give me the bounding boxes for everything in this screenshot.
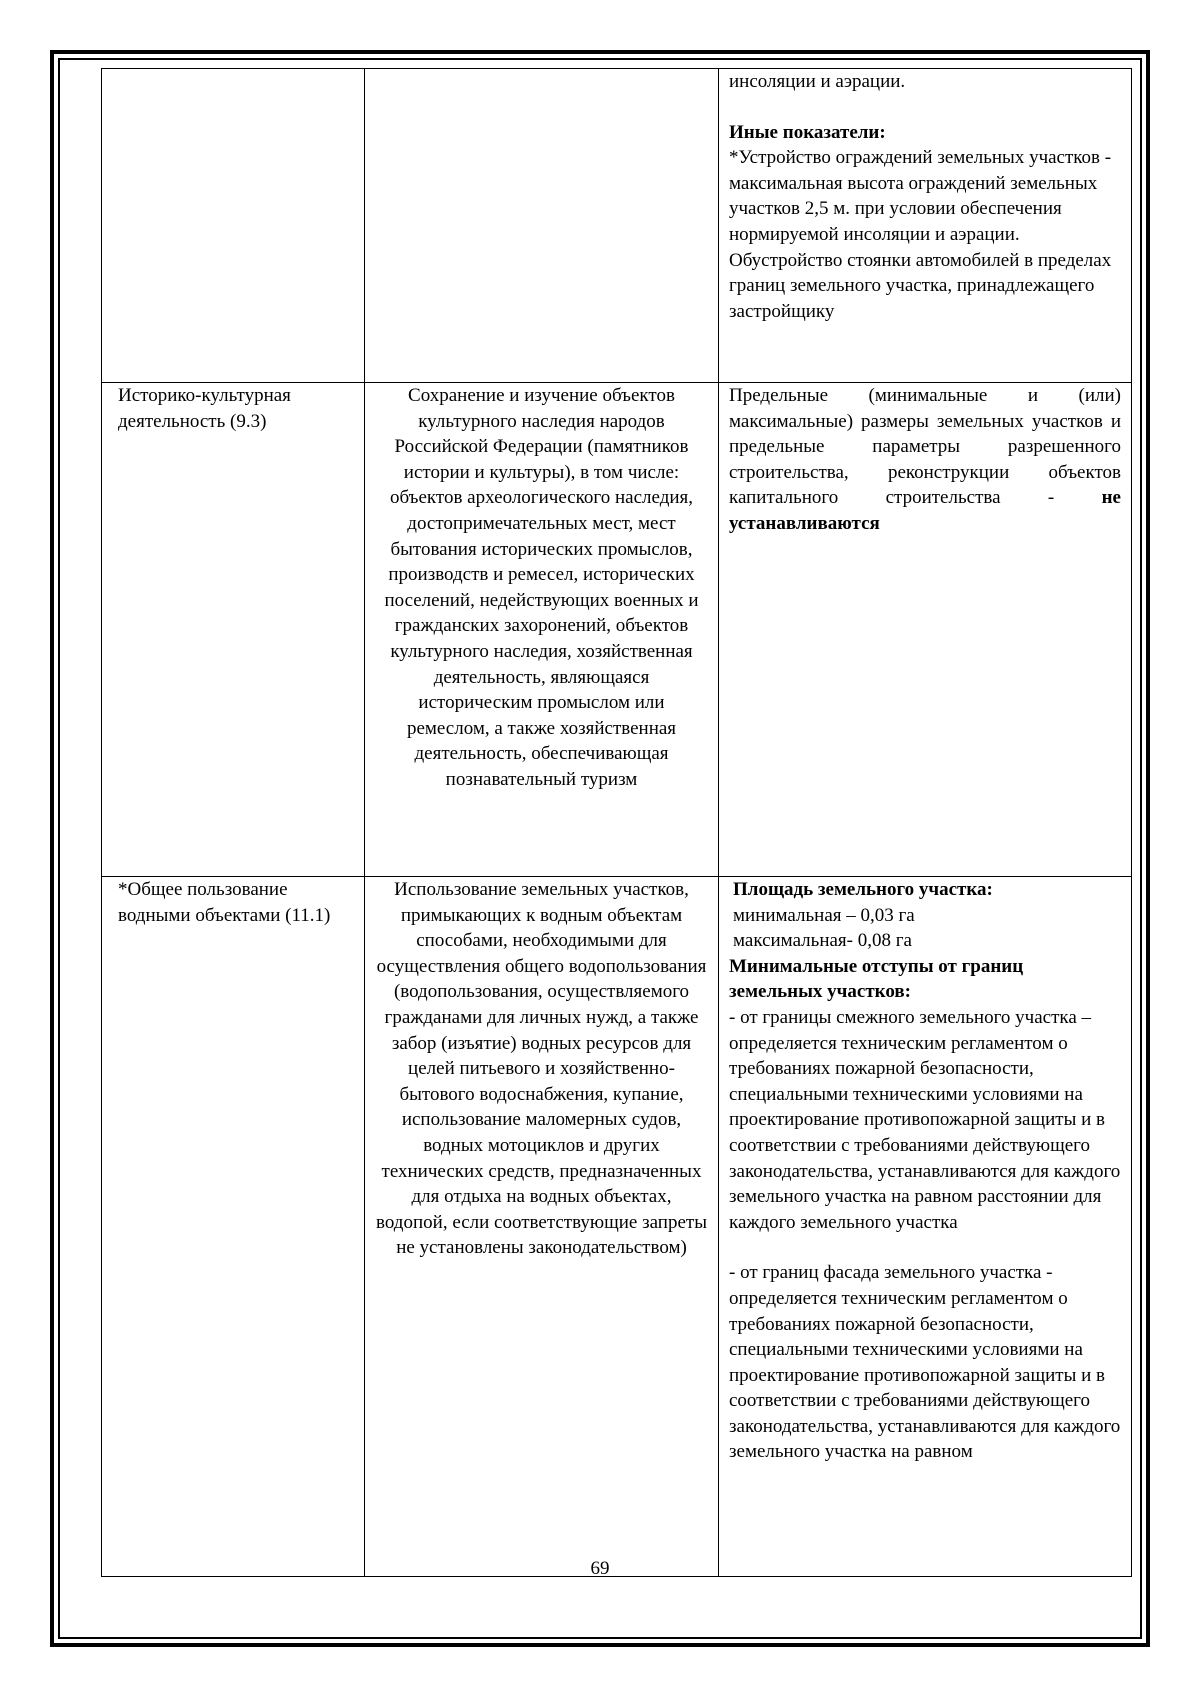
table-cell-use-type <box>102 69 365 383</box>
table-cell-parameters <box>719 877 1132 1577</box>
table-cell-description <box>365 69 719 383</box>
table-cell-description <box>365 877 719 1577</box>
table-cell-description <box>365 383 719 877</box>
spacer <box>729 95 1121 120</box>
section-heading: Иные показатели: <box>729 121 886 143</box>
parameters-text: Предельные (минимальные и (или) максимальные) размеры земельных участков и предельные параметры разрешенного строительства, реконструкции объектов капитального строительства - <box>729 385 1121 509</box>
table-row <box>102 877 1132 1577</box>
section-heading: Минимальные отступы от границ земельных участков: <box>729 955 1024 1003</box>
section-heading: Площадь земельного участка: <box>733 879 993 900</box>
table-cell-use-type <box>102 877 365 1577</box>
use-description: Использование земельных участков, примыкающих к водным объектам способами, необходимыми для осуществления общего водопользования (водопользования, осуществляемого гражданами для личных нужд, а также забор (изъятие) водных ресурсов для целей питьевого и хозяйственно-бытового водоснабжения, купание, использование маломерных судов, водных мотоциклов и других технических средств, предназначенных для отдыха на водных объектах, водопой, если соответствующие запреты не установлены законодательством) <box>376 879 707 1259</box>
cell-text: минимальная – 0,03 га <box>733 904 915 926</box>
table-row <box>102 383 1132 877</box>
table-cell-parameters <box>719 383 1132 877</box>
cell-text: инсоляции и аэрации. <box>729 71 906 92</box>
cell-text: максимальная- 0,08 га <box>733 930 912 952</box>
table-row <box>102 69 1132 383</box>
parameters-bold: не устанавливаются <box>729 487 1121 534</box>
cell-text <box>729 383 1121 537</box>
zoning-table <box>101 68 1132 1577</box>
table-cell-use-type <box>102 383 365 877</box>
cell-text: - от границ фасада земельного участка - определяется техническим регламентом о требованиях пожарной безопасности, специальными техническими условиями на проектирование противопожарной защиты и в соответствии с требованиями действующего законодательства, устанавливаются для каждого земельного участка на равном <box>729 1262 1121 1463</box>
use-type-label: Историко-культурная деятельность (9.3) <box>118 385 291 432</box>
table-cell-parameters <box>719 69 1132 383</box>
cell-text: - от границы смежного земельного участка – определяется техническим регламентом о требованиях пожарной безопасности, специальными техническими условиями на проектирование противопожарной защиты и в соответствии с требованиями действующего законодательства, устанавливаются для каждого земельного участка на равном расстоянии для каждого земельного участка <box>729 1006 1121 1233</box>
spacer <box>729 1235 1121 1260</box>
cell-text: *Устройство ограждений земельных участков - максимальная высота ограждений земельных участков 2,5 м. при условии обеспечения нормируемой инсоляции и аэрации. <box>729 147 1112 245</box>
use-description: Сохранение и изучение объектов культурного наследия народов Российской Федерации (памятников истории и культуры), в том числе: объектов археологического наследия, достопримечательных мест, мест бытования исторических промыслов, производств и ремесел, исторических поселений, недействующих военных и гражданских захоронений, объектов культурного наследия, хозяйственная деятельность, являющаяся историческим промыслом или ремеслом, а также хозяйственная деятельность, обеспечивающая познавательный туризм <box>384 385 699 790</box>
cell-text: Обустройство стоянки автомобилей в пределах границ земельного участка, принадлежащего застройщику <box>729 249 1112 322</box>
page-number: 69 <box>590 1558 610 1579</box>
use-type-label: *Общее пользование водными объектами (11.1) <box>118 879 331 926</box>
